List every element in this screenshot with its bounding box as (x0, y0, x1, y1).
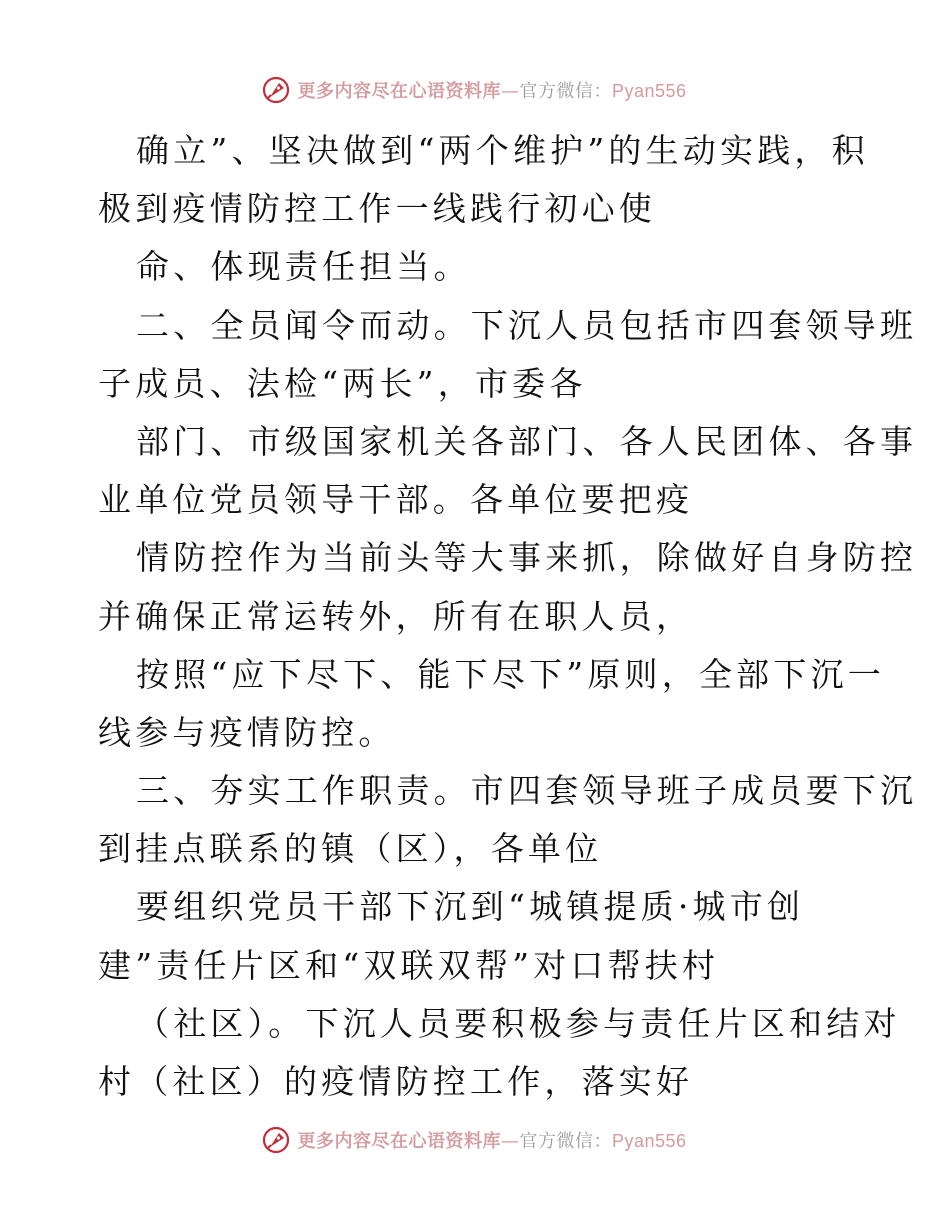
pen-nib-circle-icon (261, 75, 291, 105)
watermark-main-text: 更多内容尽在心语资料库 (297, 1131, 501, 1152)
text-line: 线参与疫情防控。 (98, 712, 396, 752)
text-line: 部门、市级国家机关各部门、各人民团体、各事 (136, 421, 918, 461)
text-line: 到挂点联系的镇（区），各单位 (98, 829, 603, 869)
text-line: 建”责任片区和“双联双帮”对口帮扶村 (98, 945, 720, 985)
text-line: （社区）。下沉人员要积极参与责任片区和结对 (136, 1003, 901, 1043)
text-line: 命、体现责任担当。 (136, 247, 471, 287)
text-line: 村（社区）的疫情防控工作，落实好 (98, 1062, 694, 1101)
footer-watermark (261, 1125, 686, 1155)
text-line: 要组织党员干部下沉到“城镇提质·城市创 (136, 887, 805, 927)
watermark-sub-text: 官方微信： (519, 81, 612, 102)
text-line: 并确保正常运转外，所有在职人员， (98, 596, 694, 636)
watermark-dash: — (500, 81, 520, 102)
header-watermark (261, 75, 686, 105)
text-line: 三、夯实工作职责。市四套领导班子成员要下沉 (136, 771, 918, 811)
pen-nib-circle-icon (261, 1125, 291, 1155)
text-line: 极到疫情防控工作一线践行初心使 (98, 189, 656, 229)
watermark-dash: — (500, 1131, 520, 1152)
text-line: 情防控作为当前头等大事来抓，除做好自身防控 (136, 538, 918, 578)
text-line: 二、全员闻令而动。下沉人员包括市四套领导班 (136, 305, 918, 345)
text-line: 确立”、坚决做到“两个维护”的生动实践，积 (136, 131, 869, 170)
page-header (0, 72, 950, 108)
text-line: 业单位党员领导干部。各单位要把疫 (98, 480, 694, 520)
watermark-id-text: Pyan556 (611, 1131, 687, 1151)
watermark-id-text: Pyan556 (611, 81, 687, 101)
watermark-main-text: 更多内容尽在心语资料库 (297, 81, 501, 102)
watermark-sub-text: 官方微信： (519, 1131, 612, 1152)
document-body (98, 122, 918, 1111)
page-footer (0, 1122, 950, 1158)
text-line: 按照“应下尽下、能下尽下”原则，全部下沉一 (136, 654, 885, 694)
text-line: 子成员、法检“两长”，市委各 (98, 363, 587, 403)
